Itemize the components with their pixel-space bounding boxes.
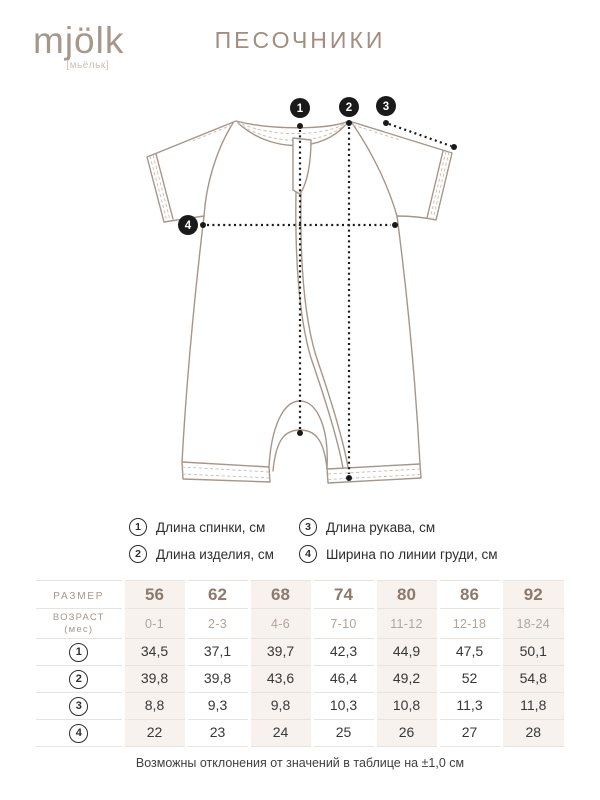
romper-measurement-diagram <box>120 90 480 510</box>
cell-value: 22 <box>146 724 163 740</box>
cell-value: 9,3 <box>207 697 228 713</box>
size-value: 74 <box>334 584 353 604</box>
legend-item-1 <box>129 518 274 536</box>
legend-num-1: 1 <box>129 518 147 536</box>
legend-label-2: Длина изделия, см <box>156 546 274 562</box>
age-row-label: ВОЗРАСТ (мес) <box>52 611 105 635</box>
size-value: 92 <box>523 584 543 604</box>
legend-label-1: Длина спинки, см <box>156 519 266 535</box>
legend-item-4 <box>299 545 498 563</box>
cell-value: 8,8 <box>144 697 165 713</box>
age-value: 12-18 <box>452 616 487 631</box>
legend-label-4: Ширина по линии груди, см <box>326 546 498 562</box>
size-row-label: РАЗМЕР <box>53 590 105 602</box>
table-row-chest-width <box>36 720 564 747</box>
cell-value: 11,8 <box>520 697 547 713</box>
legend-item-2 <box>129 545 274 563</box>
cell-value: 10,3 <box>329 697 358 713</box>
brand-transcription: [мьёльк] <box>66 60 109 71</box>
cell-value: 44,9 <box>392 643 421 659</box>
age-value: 7-10 <box>330 616 357 631</box>
romper-drawing <box>120 90 480 510</box>
cell-value: 54,8 <box>519 670 547 686</box>
cell-value: 39,8 <box>203 670 232 686</box>
cell-value: 46,4 <box>329 670 358 686</box>
cell-value: 39,7 <box>266 643 295 659</box>
size-value: 80 <box>397 584 416 604</box>
measurement-legend <box>0 518 600 574</box>
cell-value: 52 <box>461 670 478 686</box>
legend-item-3 <box>299 518 498 536</box>
row-num-2: 2 <box>69 670 88 689</box>
row-num-3: 3 <box>69 697 88 716</box>
cell-value: 27 <box>461 724 478 740</box>
age-value: 2-3 <box>208 616 227 631</box>
cell-value: 25 <box>335 724 352 740</box>
table-row-back-length <box>36 639 564 666</box>
cell-value: 34,5 <box>140 643 169 659</box>
marker-1-number: 1 <box>296 103 304 115</box>
cell-value: 10,8 <box>392 697 421 713</box>
page-title: ПЕСОЧНИКИ <box>214 27 386 53</box>
marker-3-number: 3 <box>382 101 390 113</box>
brand-name: mjölk <box>33 20 125 61</box>
legend-num-2: 2 <box>129 545 147 563</box>
table-row-ages <box>36 609 564 639</box>
row-num-4: 4 <box>69 724 88 743</box>
size-value: 86 <box>460 584 479 604</box>
marker-4-number: 4 <box>184 220 192 232</box>
cell-value: 23 <box>209 724 226 740</box>
size-table <box>36 580 564 747</box>
row-num-1: 1 <box>69 643 88 662</box>
cell-value: 9,8 <box>270 697 291 713</box>
age-value: 11-12 <box>390 616 423 631</box>
cell-value: 28 <box>525 724 542 740</box>
cell-value: 24 <box>272 724 289 740</box>
cell-value: 50,1 <box>519 643 547 659</box>
size-value: 56 <box>145 584 164 604</box>
cell-value: 49,2 <box>392 670 421 686</box>
table-row-item-length <box>36 666 564 693</box>
cell-value: 26 <box>398 724 415 740</box>
age-value: 18-24 <box>516 616 550 631</box>
age-value: 0-1 <box>145 616 164 631</box>
table-row-sleeve-length <box>36 693 564 720</box>
legend-num-3: 3 <box>299 518 317 536</box>
cell-value: 43,6 <box>266 670 295 686</box>
tolerance-note: Возможны отклонения от значений в таблице на ±1,0 см <box>135 756 465 770</box>
size-value: 62 <box>208 584 227 604</box>
table-row-sizes <box>36 581 564 609</box>
cell-value: 47,5 <box>455 643 484 659</box>
size-value: 68 <box>271 584 290 604</box>
age-value: 4-6 <box>271 616 290 631</box>
legend-num-4: 4 <box>299 545 317 563</box>
crotch-seam <box>273 430 327 471</box>
cell-value: 11,3 <box>456 697 483 713</box>
cell-value: 37,1 <box>203 643 232 659</box>
cell-value: 42,3 <box>329 643 358 659</box>
marker-2-number: 2 <box>345 102 353 114</box>
legend-label-3: Длина рукава, см <box>326 519 436 535</box>
cell-value: 39,8 <box>140 670 169 686</box>
